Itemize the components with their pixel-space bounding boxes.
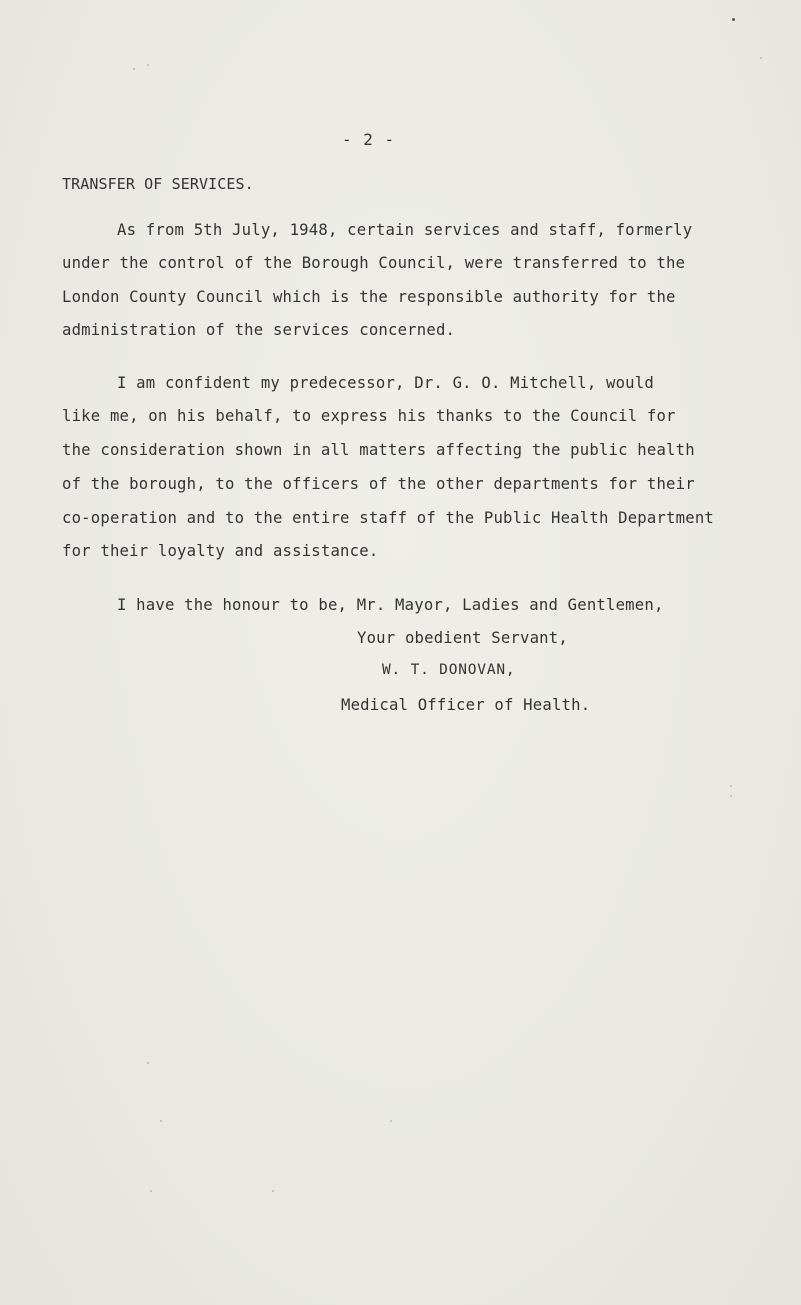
- paper-speck: [732, 18, 735, 21]
- paragraph-line: for their loyalty and assistance.: [62, 542, 379, 560]
- closing-servant: Your obedient Servant,: [357, 629, 568, 647]
- paper-speck: [150, 1190, 152, 1192]
- paper-speck: [147, 64, 149, 66]
- page-number: - 2 -: [342, 130, 396, 149]
- paragraph-line: like me, on his behalf, to express his thanks to the Council for: [62, 407, 676, 425]
- paragraph-line: As from 5th July, 1948, certain services and staff, formerly: [117, 221, 693, 239]
- paper-speck: [160, 1120, 162, 1122]
- paper-speck: [147, 1062, 149, 1064]
- signature: W. T. DONOVAN,: [382, 662, 516, 678]
- paper-speck: [760, 57, 762, 59]
- paper-speck: [272, 1190, 274, 1192]
- paragraph-line: under the control of the Borough Council, were transferred to the: [62, 254, 686, 272]
- paragraph-line: I am confident my predecessor, Dr. G. O. Mitchell, would: [117, 374, 654, 392]
- paper-speck: [730, 795, 732, 797]
- paper-speck: [133, 68, 135, 70]
- salutation: I have the honour to be, Mr. Mayor, Ladies and Gentlemen,: [117, 596, 664, 614]
- paragraph-line: administration of the services concerned.: [62, 321, 456, 339]
- signatory-title: Medical Officer of Health.: [341, 696, 591, 714]
- paragraph-line: co-operation and to the entire staff of the Public Health Department: [62, 509, 714, 527]
- paragraph-line: of the borough, to the officers of the other departments for their: [62, 475, 695, 493]
- paper-speck: [390, 1120, 392, 1122]
- paragraph-line: the consideration shown in all matters affecting the public health: [62, 441, 695, 459]
- paragraph-line: London County Council which is the responsible authority for the: [62, 288, 676, 306]
- paper-speck: [730, 785, 732, 787]
- section-heading: TRANSFER OF SERVICES.: [62, 175, 254, 193]
